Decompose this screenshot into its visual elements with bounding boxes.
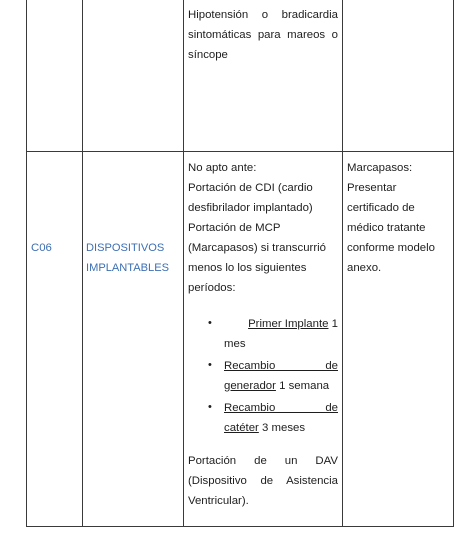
note-line: médico tratante (347, 222, 426, 234)
column-divider-2 (183, 0, 184, 527)
requirement-line: No apto ante: (188, 162, 257, 174)
bullet-icon: • (208, 359, 212, 371)
requirement-line: desfibrilador implantado) (188, 202, 313, 214)
row-code: C06 (31, 242, 52, 254)
note-line: Marcapasos: (347, 162, 413, 174)
requirement-line: períodos: (188, 282, 236, 294)
requirement-line: menos lo los siguientes (188, 262, 307, 274)
prev-requirement-line: Hipotensión o bradicardia (188, 9, 338, 21)
dav-line: Ventricular). (188, 495, 249, 507)
row-name-line: DISPOSITIVOS (86, 242, 165, 254)
period-label: generador (224, 380, 276, 392)
period-line (224, 315, 338, 335)
period-line: mes (224, 338, 246, 350)
bullet-icon: • (208, 401, 212, 413)
note-line: conforme modelo (347, 242, 436, 254)
table-border-right (453, 0, 454, 527)
period-value: 1 semana (279, 380, 330, 392)
period-line (224, 377, 338, 397)
table-border-left (26, 0, 27, 527)
prev-requirement-line: sintomáticas para mareos o (188, 29, 338, 41)
bullet-icon: • (208, 317, 212, 329)
period-label: Recambio de (224, 360, 338, 372)
note-line: anexo. (347, 262, 382, 274)
column-divider-3 (342, 0, 343, 527)
requirement-line: (Marcapasos) si transcurrió (188, 242, 326, 254)
period-line (224, 419, 338, 439)
period-value: 3 meses (262, 422, 306, 434)
period-label: catéter (224, 422, 259, 434)
note-line: Presentar (347, 182, 397, 194)
period-label: Recambio de (224, 402, 338, 414)
column-divider-1 (82, 0, 83, 527)
dav-line: (Dispositivo de Asistencia (188, 475, 338, 487)
dav-line: Portación de un DAV (188, 455, 338, 467)
period-value: 1 (331, 318, 338, 330)
row-divider (26, 151, 454, 152)
prev-requirement-line: síncope (188, 49, 228, 61)
table-border-bottom (26, 526, 454, 527)
row-name-line: IMPLANTABLES (86, 262, 170, 274)
period-label: Primer Implante (248, 318, 329, 330)
requirement-line: Portación de MCP (188, 222, 281, 234)
requirement-line: Portación de CDI (cardio (188, 182, 313, 194)
note-line: certificado de (347, 202, 415, 214)
